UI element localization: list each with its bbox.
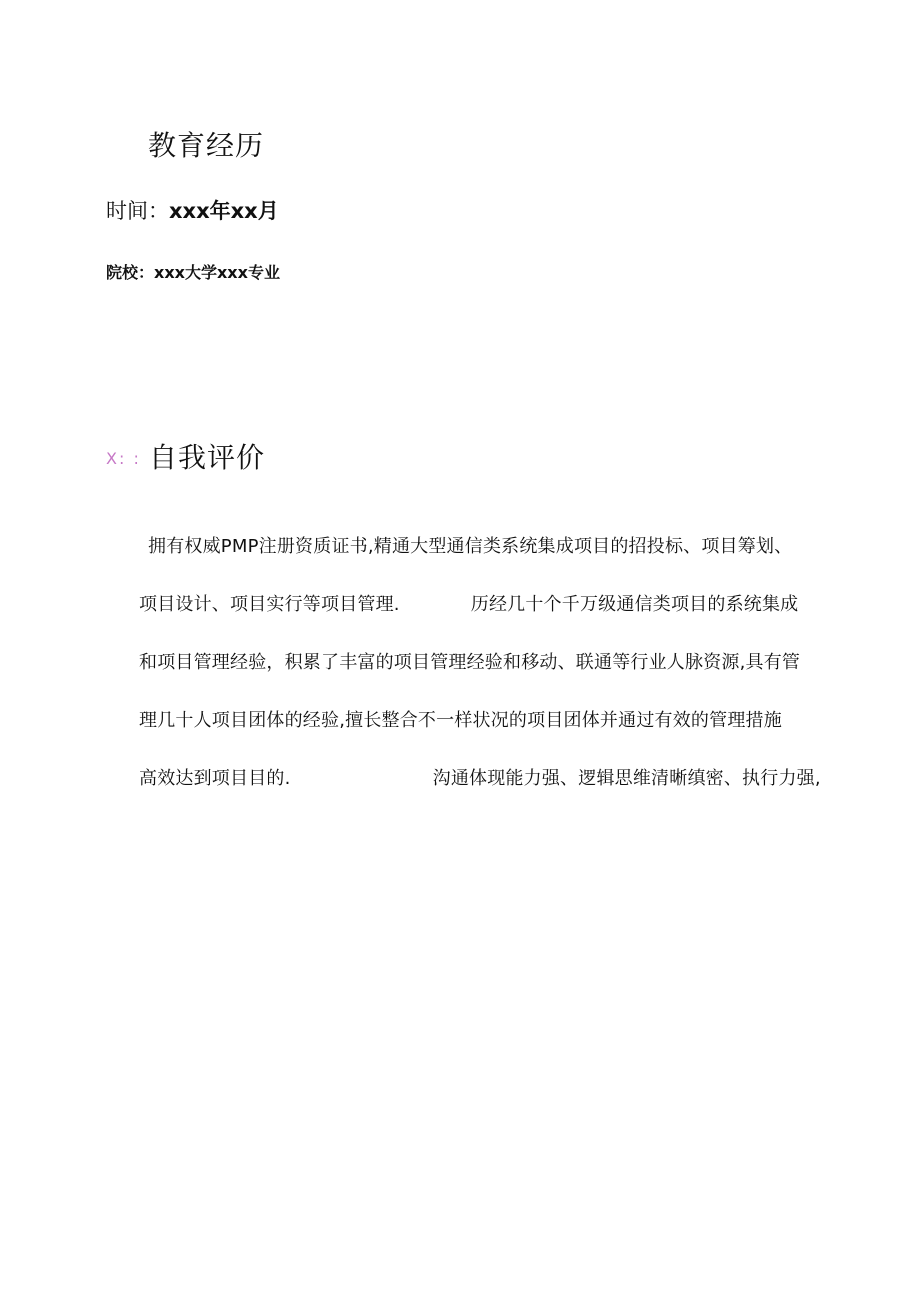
paragraph-line: 和项目管理经验，积累了丰富的项目管理经验和移动、联通等行业人脉资源,具有管 <box>139 652 801 673</box>
time-value: xxx年xx月 <box>169 199 279 223</box>
paragraph-line: 项目设计、项目实行等项目管理. 历经几十个千万级通信类项目的系统集成 <box>139 594 799 615</box>
education-time-row <box>106 197 279 225</box>
education-school-row <box>106 262 280 284</box>
school-value: xxx大学xxx专业 <box>154 263 280 282</box>
self-evaluation-marker: X: : <box>106 449 141 468</box>
time-label: 时间： <box>106 199 169 223</box>
paragraph-line: 拥有权威PMP注册资质证书,精通大型通信类系统集成项目的招投标、项目筹划、 <box>148 536 793 557</box>
paragraph-line: 高效达到项目目的. 沟通体现能力强、逻辑思维清晰缜密、执行力强, <box>139 768 821 789</box>
paragraph-line: 理几十人项目团体的经验,擅长整合不一样状况的项目团体并通过有效的管理措施 <box>139 710 782 731</box>
education-section-title: 教育经历 <box>148 129 265 162</box>
self-evaluation-section-title: 自我评价 <box>149 441 266 474</box>
school-label: 院校： <box>106 263 155 282</box>
